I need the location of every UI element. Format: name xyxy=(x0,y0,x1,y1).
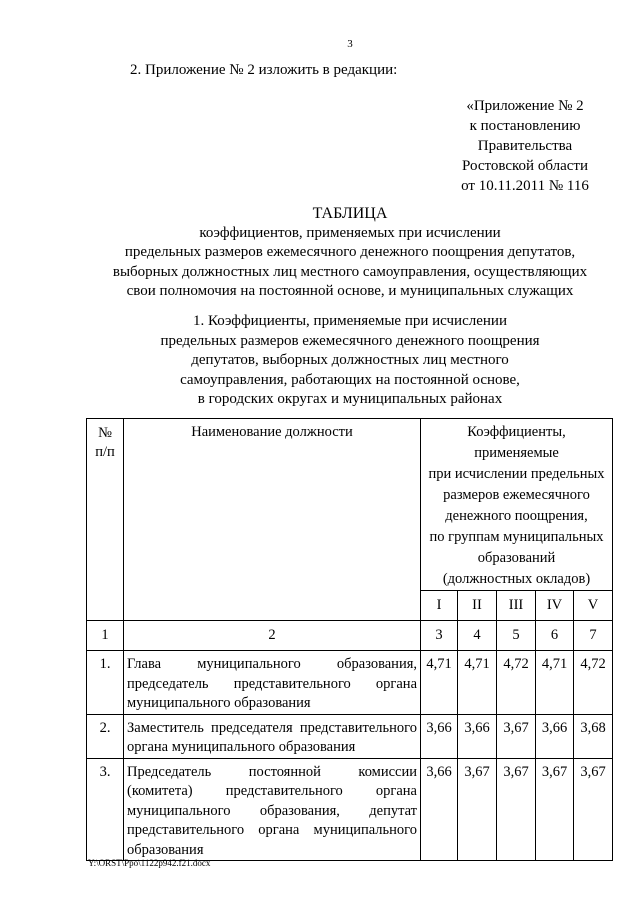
coef-value: 4,71 xyxy=(536,651,574,715)
group-label: V xyxy=(574,591,613,621)
header-num-cell xyxy=(87,419,124,621)
header-coef-line: образований xyxy=(477,550,556,566)
position-name: Заместитель председателя представительного органа муниципального образования xyxy=(124,714,421,758)
title-line: свои полномочия на постоянной основе, и муниципальных служащих xyxy=(126,283,574,299)
coef-value: 3,67 xyxy=(458,758,497,861)
header-coef-line: размеров ежемесячного xyxy=(443,487,590,503)
header-num-line: № xyxy=(98,425,112,441)
coef-value: 3,66 xyxy=(458,714,497,758)
column-number: 7 xyxy=(574,621,613,651)
header-coef-line: (должностных окладов) xyxy=(442,571,591,587)
appendix-line: Ростовской области xyxy=(462,158,588,174)
column-number: 3 xyxy=(421,621,458,651)
column-number-row xyxy=(87,621,613,651)
coef-value: 3,67 xyxy=(574,758,613,861)
table-row xyxy=(87,651,613,715)
section-line: самоуправления, работающих на постоянной основе, xyxy=(180,371,520,388)
column-number: 1 xyxy=(87,621,124,651)
position-name: Глава муниципального образования, председатель представительного органа муниципального образования xyxy=(124,651,421,715)
section-line: 1. Коэффициенты, применяемые при исчислении xyxy=(193,313,507,329)
column-number: 2 xyxy=(124,621,421,651)
title-line: коэффициентов, применяемых при исчислении xyxy=(199,224,501,241)
coef-value: 4,71 xyxy=(458,651,497,715)
header-coef-cell xyxy=(421,419,613,591)
coefficients-table xyxy=(86,418,613,861)
page-number: 3 xyxy=(347,38,353,50)
appendix-header xyxy=(420,96,630,196)
header-name-cell: Наименование должности xyxy=(124,419,421,621)
appendix-line: к постановлению xyxy=(469,118,581,134)
intro-line: 2. Приложение № 2 изложить в редакции: xyxy=(130,62,398,78)
document-title xyxy=(60,204,640,302)
header-coef-line: при исчислении предельных xyxy=(428,466,605,482)
appendix-line: от 10.11.2011 № 116 xyxy=(461,178,589,194)
coef-value: 3,68 xyxy=(574,714,613,758)
group-label: I xyxy=(421,591,458,621)
group-label: IV xyxy=(536,591,574,621)
row-number: 2. xyxy=(87,714,124,758)
header-num-line: п/п xyxy=(95,444,115,460)
coef-value: 3,66 xyxy=(421,758,458,861)
position-name: Председатель постоянной комиссии (комитета) представительного органа муниципального образования, депутат представительного органа муниципального образования xyxy=(124,758,421,861)
coef-value: 3,67 xyxy=(497,714,536,758)
header-coef-line: по группам муниципальных xyxy=(429,529,604,545)
title-heading: ТАБЛИЦА xyxy=(312,205,388,222)
row-number: 1. xyxy=(87,651,124,715)
appendix-line: «Приложение № 2 xyxy=(466,98,584,114)
header-coef-line: денежного поощрения, xyxy=(445,508,588,524)
row-number: 3. xyxy=(87,758,124,861)
group-label: III xyxy=(497,591,536,621)
header-coef-line: Коэффициенты, xyxy=(467,424,566,440)
section-line: депутатов, выборных должностных лиц местного xyxy=(191,352,509,368)
coef-value: 3,66 xyxy=(421,714,458,758)
column-number: 5 xyxy=(497,621,536,651)
coef-value: 3,66 xyxy=(536,714,574,758)
table-row xyxy=(87,714,613,758)
table-header-row xyxy=(87,419,613,591)
header-coef-line: применяемые xyxy=(474,445,559,461)
footer-file-path: Y:\ORST\Ppo\1122p942.f21.docx xyxy=(88,858,211,868)
coef-value: 3,67 xyxy=(497,758,536,861)
column-number: 6 xyxy=(536,621,574,651)
section-line: предельных размеров ежемесячного денежного поощрения xyxy=(160,332,540,349)
group-label: II xyxy=(458,591,497,621)
appendix-line: Правительства xyxy=(477,138,573,154)
title-line: выборных должностных лиц местного самоуправления, осуществляющих xyxy=(112,263,588,280)
coef-value: 4,71 xyxy=(421,651,458,715)
table-row xyxy=(87,758,613,861)
column-number: 4 xyxy=(458,621,497,651)
title-line: предельных размеров ежемесячного денежного поощрения депутатов, xyxy=(124,244,576,260)
coef-value: 4,72 xyxy=(574,651,613,715)
section-heading xyxy=(60,312,640,410)
coef-value: 3,67 xyxy=(536,758,574,861)
section-line: в городских округах и муниципальных районах xyxy=(197,391,503,407)
coef-value: 4,72 xyxy=(497,651,536,715)
